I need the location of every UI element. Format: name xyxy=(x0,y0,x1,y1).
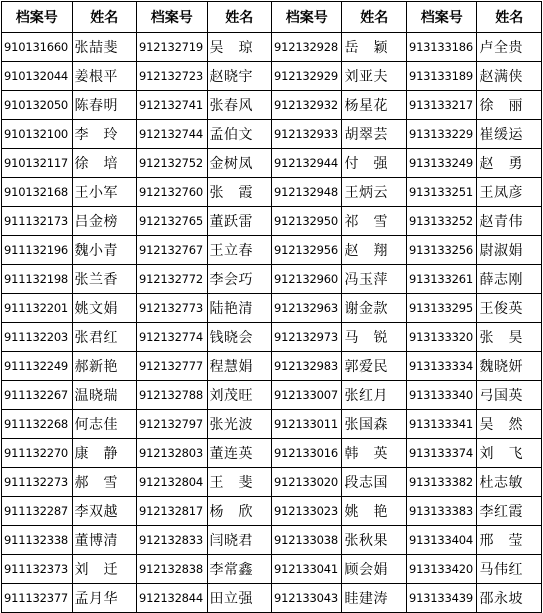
table-row xyxy=(2,323,542,352)
name-cell: 董连英 xyxy=(207,439,271,468)
name-cell: 邢 莹 xyxy=(477,526,542,555)
file-number-cell: 913133249 xyxy=(406,149,477,178)
name-cell: 冯玉萍 xyxy=(342,265,406,294)
file-number-cell: 912133023 xyxy=(271,497,342,526)
file-number-cell: 912132760 xyxy=(136,178,207,207)
name-cell: 张红月 xyxy=(342,381,406,410)
table-row xyxy=(2,468,542,497)
file-number-cell: 912132723 xyxy=(136,62,207,91)
name-cell: 付 强 xyxy=(342,149,406,178)
roster-table xyxy=(1,1,542,613)
name-cell: 尉淑娟 xyxy=(477,236,542,265)
name-cell: 董博清 xyxy=(72,526,136,555)
name-cell: 赵晓宇 xyxy=(207,62,271,91)
name-cell: 魏小青 xyxy=(72,236,136,265)
name-cell: 徐 培 xyxy=(72,149,136,178)
header-name: 姓名 xyxy=(477,2,542,33)
file-number-cell: 911132287 xyxy=(2,497,73,526)
table-row xyxy=(2,236,542,265)
name-cell: 马 锐 xyxy=(342,323,406,352)
name-cell: 王俊英 xyxy=(477,294,542,323)
file-number-cell: 910132117 xyxy=(2,149,73,178)
name-cell: 胡翠芸 xyxy=(342,120,406,149)
name-cell: 弓国英 xyxy=(477,381,542,410)
name-cell: 钱晓会 xyxy=(207,323,271,352)
table-row xyxy=(2,265,542,294)
file-number-cell: 913133229 xyxy=(406,120,477,149)
name-cell: 陈春明 xyxy=(72,91,136,120)
table-row xyxy=(2,439,542,468)
name-cell: 孟月华 xyxy=(72,584,136,613)
name-cell: 董跃雷 xyxy=(207,207,271,236)
table-row xyxy=(2,526,542,555)
file-number-cell: 913133252 xyxy=(406,207,477,236)
name-cell: 吴 然 xyxy=(477,410,542,439)
file-number-cell: 912132817 xyxy=(136,497,207,526)
name-cell: 孟伯文 xyxy=(207,120,271,149)
name-cell: 张光波 xyxy=(207,410,271,439)
name-cell: 陆艳清 xyxy=(207,294,271,323)
name-cell: 刘 飞 xyxy=(477,439,542,468)
table-row xyxy=(2,381,542,410)
table-row xyxy=(2,584,542,613)
file-number-cell: 912132804 xyxy=(136,468,207,497)
file-number-cell: 913133374 xyxy=(406,439,477,468)
file-number-cell: 913133334 xyxy=(406,352,477,381)
file-number-cell: 911132196 xyxy=(2,236,73,265)
file-number-cell: 912132950 xyxy=(271,207,342,236)
header-file-number: 档案号 xyxy=(271,2,342,33)
file-number-cell: 912132772 xyxy=(136,265,207,294)
file-number-cell: 912132767 xyxy=(136,236,207,265)
header-name: 姓名 xyxy=(342,2,406,33)
name-cell: 祁 雪 xyxy=(342,207,406,236)
file-number-cell: 911132201 xyxy=(2,294,73,323)
file-number-cell: 912132983 xyxy=(271,352,342,381)
name-cell: 李双越 xyxy=(72,497,136,526)
table-header xyxy=(2,2,542,33)
name-cell: 闫晓君 xyxy=(207,526,271,555)
name-cell: 赵 勇 xyxy=(477,149,542,178)
name-cell: 吴 琼 xyxy=(207,33,271,62)
header-row xyxy=(2,2,542,33)
name-cell: 程慧娟 xyxy=(207,352,271,381)
file-number-cell: 912132765 xyxy=(136,207,207,236)
file-number-cell: 912132719 xyxy=(136,33,207,62)
name-cell: 张国森 xyxy=(342,410,406,439)
file-number-cell: 912132933 xyxy=(271,120,342,149)
name-cell: 刘茂旺 xyxy=(207,381,271,410)
file-number-cell: 912133041 xyxy=(271,555,342,584)
name-cell: 张 霞 xyxy=(207,178,271,207)
name-cell: 赵满侠 xyxy=(477,62,542,91)
name-cell: 马伟红 xyxy=(477,555,542,584)
name-cell: 姚 艳 xyxy=(342,497,406,526)
table-row xyxy=(2,352,542,381)
table-row xyxy=(2,294,542,323)
file-number-cell: 911132203 xyxy=(2,323,73,352)
file-number-cell: 912132744 xyxy=(136,120,207,149)
file-number-cell: 912132928 xyxy=(271,33,342,62)
file-number-cell: 912132963 xyxy=(271,294,342,323)
file-number-cell: 911132249 xyxy=(2,352,73,381)
file-number-cell: 910132044 xyxy=(2,62,73,91)
name-cell: 杨 欣 xyxy=(207,497,271,526)
table-row xyxy=(2,410,542,439)
file-number-cell: 911132268 xyxy=(2,410,73,439)
file-number-cell: 911132273 xyxy=(2,468,73,497)
file-number-cell: 912132956 xyxy=(271,236,342,265)
name-cell: 何志佳 xyxy=(72,410,136,439)
name-cell: 李会巧 xyxy=(207,265,271,294)
file-number-cell: 913133186 xyxy=(406,33,477,62)
file-number-cell: 913133382 xyxy=(406,468,477,497)
table-body xyxy=(2,33,542,613)
file-number-cell: 912132944 xyxy=(271,149,342,178)
name-cell: 崔缓运 xyxy=(477,120,542,149)
file-number-cell: 912132797 xyxy=(136,410,207,439)
file-number-cell: 913133189 xyxy=(406,62,477,91)
name-cell: 谢金款 xyxy=(342,294,406,323)
table-row xyxy=(2,178,542,207)
file-number-cell: 913133404 xyxy=(406,526,477,555)
file-number-cell: 912132833 xyxy=(136,526,207,555)
name-cell: 温晓瑞 xyxy=(72,381,136,410)
file-number-cell: 912132948 xyxy=(271,178,342,207)
file-number-cell: 912132929 xyxy=(271,62,342,91)
file-number-cell: 911132338 xyxy=(2,526,73,555)
file-number-cell: 913133439 xyxy=(406,584,477,613)
name-cell: 郭爱民 xyxy=(342,352,406,381)
header-name: 姓名 xyxy=(207,2,271,33)
file-number-cell: 911132270 xyxy=(2,439,73,468)
name-cell: 张春风 xyxy=(207,91,271,120)
file-number-cell: 912133016 xyxy=(271,439,342,468)
file-number-cell: 912132844 xyxy=(136,584,207,613)
file-number-cell: 913133261 xyxy=(406,265,477,294)
name-cell: 郝 雪 xyxy=(72,468,136,497)
file-number-cell: 912132960 xyxy=(271,265,342,294)
file-number-cell: 913133383 xyxy=(406,497,477,526)
file-number-cell: 912132803 xyxy=(136,439,207,468)
name-cell: 康 静 xyxy=(72,439,136,468)
name-cell: 王立春 xyxy=(207,236,271,265)
name-cell: 王 斐 xyxy=(207,468,271,497)
file-number-cell: 913133420 xyxy=(406,555,477,584)
table-row xyxy=(2,149,542,178)
file-number-cell: 913133341 xyxy=(406,410,477,439)
file-number-cell: 913133251 xyxy=(406,178,477,207)
header-file-number: 档案号 xyxy=(136,2,207,33)
name-cell: 张 昊 xyxy=(477,323,542,352)
name-cell: 段志国 xyxy=(342,468,406,497)
file-number-cell: 911132198 xyxy=(2,265,73,294)
name-cell: 吕金榜 xyxy=(72,207,136,236)
name-cell: 张兰香 xyxy=(72,265,136,294)
name-cell: 卢全贵 xyxy=(477,33,542,62)
file-number-cell: 912132773 xyxy=(136,294,207,323)
name-cell: 魏晓妍 xyxy=(477,352,542,381)
name-cell: 杜志敏 xyxy=(477,468,542,497)
name-cell: 王凤彦 xyxy=(477,178,542,207)
name-cell: 张喆斐 xyxy=(72,33,136,62)
table-row xyxy=(2,62,542,91)
file-number-cell: 912133043 xyxy=(271,584,342,613)
file-number-cell: 912133007 xyxy=(271,381,342,410)
name-cell: 赵 翔 xyxy=(342,236,406,265)
table-row xyxy=(2,207,542,236)
file-number-cell: 911132377 xyxy=(2,584,73,613)
file-number-cell: 910131660 xyxy=(2,33,73,62)
name-cell: 田立强 xyxy=(207,584,271,613)
name-cell: 薛志刚 xyxy=(477,265,542,294)
header-file-number: 档案号 xyxy=(2,2,73,33)
table-row xyxy=(2,555,542,584)
table-row xyxy=(2,120,542,149)
name-cell: 张君红 xyxy=(72,323,136,352)
file-number-cell: 912132788 xyxy=(136,381,207,410)
name-cell: 金树凤 xyxy=(207,149,271,178)
file-number-cell: 912132752 xyxy=(136,149,207,178)
file-number-cell: 913133256 xyxy=(406,236,477,265)
name-cell: 姚文娟 xyxy=(72,294,136,323)
name-cell: 赵青伟 xyxy=(477,207,542,236)
file-number-cell: 913133320 xyxy=(406,323,477,352)
name-cell: 李常鑫 xyxy=(207,555,271,584)
file-number-cell: 912132777 xyxy=(136,352,207,381)
file-number-cell: 910132100 xyxy=(2,120,73,149)
file-number-cell: 912132741 xyxy=(136,91,207,120)
name-cell: 王炳云 xyxy=(342,178,406,207)
file-number-cell: 913133217 xyxy=(406,91,477,120)
file-number-cell: 911132173 xyxy=(2,207,73,236)
name-cell: 张秋果 xyxy=(342,526,406,555)
file-number-cell: 910132050 xyxy=(2,91,73,120)
name-cell: 王小军 xyxy=(72,178,136,207)
file-number-cell: 912133020 xyxy=(271,468,342,497)
file-number-cell: 913133295 xyxy=(406,294,477,323)
name-cell: 岳 颖 xyxy=(342,33,406,62)
file-number-cell: 912132774 xyxy=(136,323,207,352)
file-number-cell: 912133038 xyxy=(271,526,342,555)
name-cell: 郝新艳 xyxy=(72,352,136,381)
file-number-cell: 912132838 xyxy=(136,555,207,584)
name-cell: 眭建涛 xyxy=(342,584,406,613)
name-cell: 姜根平 xyxy=(72,62,136,91)
header-name: 姓名 xyxy=(72,2,136,33)
name-cell: 邵永坡 xyxy=(477,584,542,613)
file-number-cell: 913133340 xyxy=(406,381,477,410)
file-number-cell: 912132932 xyxy=(271,91,342,120)
name-cell: 李红霞 xyxy=(477,497,542,526)
name-cell: 韩 英 xyxy=(342,439,406,468)
file-number-cell: 910132168 xyxy=(2,178,73,207)
name-cell: 杨星花 xyxy=(342,91,406,120)
file-number-cell: 911132267 xyxy=(2,381,73,410)
table-row xyxy=(2,91,542,120)
header-file-number: 档案号 xyxy=(406,2,477,33)
name-cell: 刘 迁 xyxy=(72,555,136,584)
file-number-cell: 912132973 xyxy=(271,323,342,352)
name-cell: 刘亚夫 xyxy=(342,62,406,91)
file-number-cell: 912133011 xyxy=(271,410,342,439)
name-cell: 徐 丽 xyxy=(477,91,542,120)
name-cell: 顾会娟 xyxy=(342,555,406,584)
table-row xyxy=(2,497,542,526)
table-row xyxy=(2,33,542,62)
file-number-cell: 911132373 xyxy=(2,555,73,584)
name-cell: 李 玲 xyxy=(72,120,136,149)
